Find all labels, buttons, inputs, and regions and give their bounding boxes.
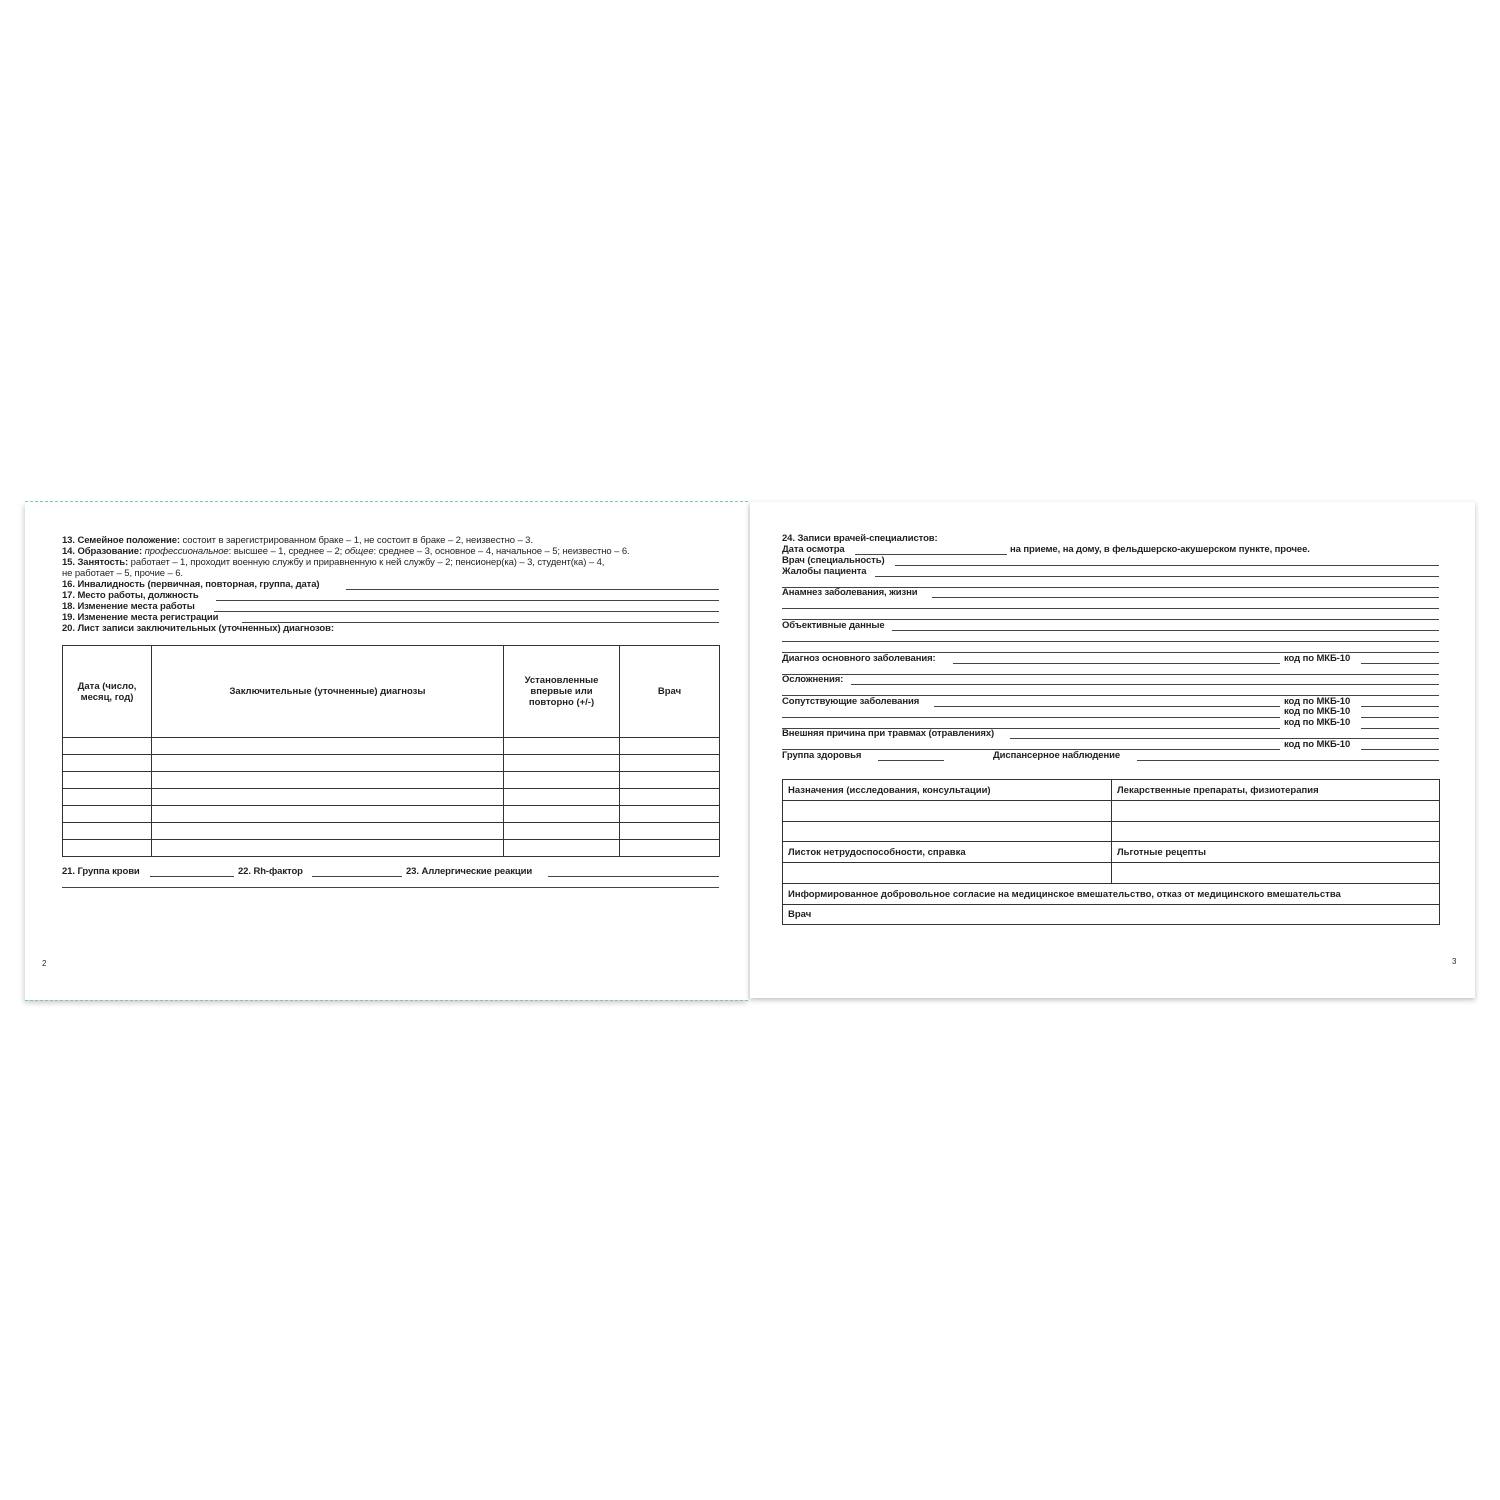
page-number: 2 — [42, 959, 47, 968]
complications-field[interactable] — [851, 684, 1439, 685]
allergy-field[interactable] — [548, 876, 719, 877]
text: состоит в зарегистрированном браке – 1, не состоит в браке – 2, неизвестно – 3. — [180, 535, 533, 546]
health-group-label: Группа здоровья — [782, 750, 862, 761]
text: : среднее – 3, основное – 4, начальное – 5; неизвестно – 6. — [373, 546, 630, 557]
diagnoses-table — [62, 645, 720, 857]
icd-label: код по МКБ-10 — [1284, 717, 1351, 728]
exam-place-text: на приеме, на дому, в фельдшерско-акушерском пункте, прочее. — [1010, 544, 1310, 555]
consent-row: Информированное добровольное согласие на медицинское вмешательство, отказ от медицинского вмешательства — [783, 884, 1440, 905]
complaints-label: Жалобы пациента — [782, 566, 867, 577]
label: 13. Семейное положение: — [62, 535, 180, 546]
exam-date-label: Дата осмотра — [782, 544, 845, 555]
item-17-field[interactable] — [216, 600, 719, 601]
objective-label: Объективные данные — [782, 620, 885, 631]
comorbid-label: Сопутствующие заболевания — [782, 696, 920, 707]
item-13 — [62, 536, 533, 547]
text: профессиональное — [144, 546, 229, 557]
comorbid-field[interactable] — [934, 706, 1280, 707]
cut-line-bottom — [25, 1000, 748, 1001]
item-17-label: 17. Место работы, должность — [62, 590, 199, 601]
icd-field[interactable] — [1361, 706, 1439, 707]
cut-line-top — [25, 501, 748, 502]
icd-label: код по МКБ-10 — [1284, 706, 1351, 717]
main-diagnosis-label: Диагноз основного заболевания: — [782, 653, 936, 664]
complications-label: Осложнения: — [782, 674, 844, 685]
table-row[interactable] — [63, 806, 720, 823]
main-diagnosis-field-2[interactable] — [782, 674, 1439, 675]
page-number: 3 — [1452, 957, 1457, 966]
table-row[interactable] — [63, 755, 720, 772]
table-row[interactable] — [63, 738, 720, 755]
icd-field[interactable] — [1361, 728, 1439, 729]
item-19-label: 19. Изменение места регистрации — [62, 612, 219, 623]
item-15 — [62, 558, 604, 569]
anamnesis-field-2[interactable] — [782, 608, 1439, 609]
item-20-label: 20. Лист записи заключительных (уточненных) диагнозов: — [62, 623, 334, 634]
blood-group-field[interactable] — [150, 876, 234, 877]
objective-field[interactable] — [892, 630, 1439, 631]
drugs-header: Лекарственные препараты, физиотерапия — [1112, 780, 1440, 801]
doctor-row: Врач — [783, 905, 1440, 925]
doctor-spec-field[interactable] — [895, 565, 1439, 566]
external-cause-label: Внешняя причина при травмах (отравлениях) — [782, 728, 995, 739]
header-date: Дата (число, месяц, год) — [63, 646, 152, 738]
benefit-rx-header: Льготные рецепты — [1112, 842, 1440, 863]
item-15-cont: не работает – 5, прочие – 6. — [62, 568, 183, 579]
dispensary-field[interactable] — [1137, 760, 1439, 761]
table-row[interactable] — [783, 822, 1440, 842]
icd-label: код по МКБ-10 — [1284, 653, 1351, 664]
table-row[interactable] — [63, 789, 720, 806]
icd-field[interactable] — [1361, 663, 1439, 664]
allergy-field-2[interactable] — [62, 887, 719, 888]
complaints-field[interactable] — [875, 576, 1439, 577]
rh-factor-label: 22. Rh-фактор — [238, 866, 303, 877]
table-row[interactable] — [63, 772, 720, 789]
item-14 — [62, 547, 630, 558]
item-18-label: 18. Изменение места работы — [62, 601, 195, 612]
sick-leave-header: Листок нетрудоспособности, справка — [783, 842, 1112, 863]
external-cause-field[interactable] — [1010, 738, 1439, 739]
doctor-spec-label: Врач (специальность) — [782, 555, 885, 566]
icd-field[interactable] — [1361, 749, 1439, 750]
label: 15. Занятость: — [62, 557, 129, 568]
main-diagnosis-field[interactable] — [953, 663, 1280, 664]
text: общее — [344, 546, 374, 557]
health-group-field[interactable] — [878, 760, 944, 761]
text: : высшее – 1, среднее – 2; — [228, 546, 345, 557]
blood-group-label: 21. Группа крови — [62, 866, 140, 877]
objective-field-2[interactable] — [782, 641, 1439, 642]
header-first-repeat: Установленные впервые или повторно (+/-) — [504, 646, 620, 738]
appointments-table — [782, 779, 1440, 925]
allergy-label: 23. Аллергические реакции — [406, 866, 533, 877]
item-18-field[interactable] — [214, 611, 719, 612]
icd-label: код по МКБ-10 — [1284, 696, 1351, 707]
text: работает – 1, проходит военную службу и приравненную к ней службу – 2; пенсионер(ка) – 3, студент(ка) – 4, — [128, 557, 605, 568]
header-doctor: Врач — [620, 646, 720, 738]
rh-factor-field[interactable] — [312, 876, 402, 877]
prescriptions-header: Назначения (исследования, консультации) — [783, 780, 1112, 801]
icd-field[interactable] — [1361, 717, 1439, 718]
anamnesis-field[interactable] — [932, 597, 1439, 598]
table-row[interactable] — [63, 823, 720, 840]
anamnesis-label: Анамнез заболевания, жизни — [782, 587, 918, 598]
table-row[interactable] — [783, 801, 1440, 822]
item-24-label: 24. Записи врачей-специалистов: — [782, 533, 938, 544]
dispensary-label: Диспансерное наблюдение — [993, 750, 1121, 761]
table-row[interactable] — [783, 863, 1440, 884]
table-row[interactable] — [63, 840, 720, 857]
item-16-field[interactable] — [346, 589, 719, 590]
label: 14. Образование: — [62, 546, 143, 557]
comorbid-field-2[interactable] — [782, 717, 1280, 718]
header-diagnoses: Заключительные (уточненные) диагнозы — [152, 646, 504, 738]
icd-label: код по МКБ-10 — [1284, 739, 1351, 750]
item-16-label: 16. Инвалидность (первичная, повторная, группа, дата) — [62, 579, 320, 590]
